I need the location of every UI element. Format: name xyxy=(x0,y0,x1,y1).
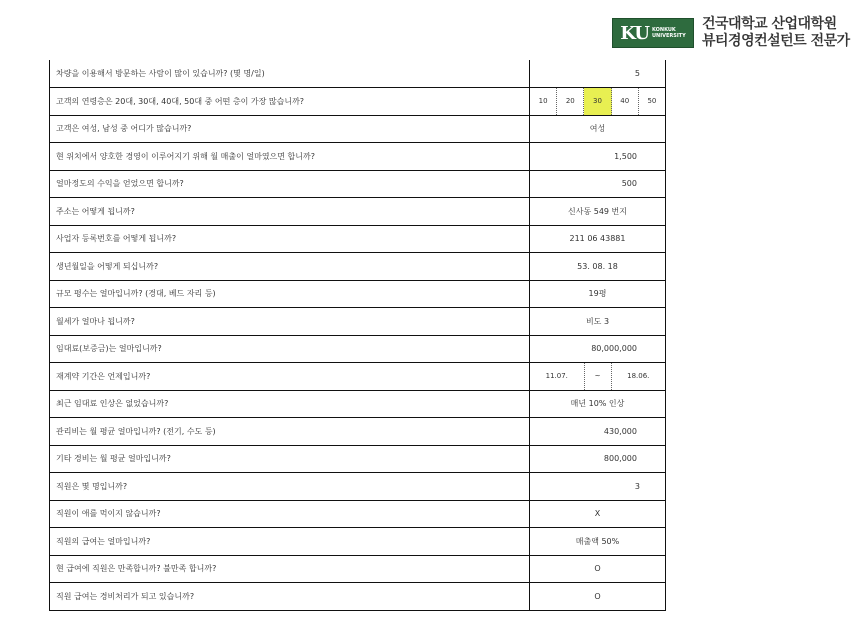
table-row xyxy=(50,253,666,281)
question-cell: 차량을 이용해서 방문하는 사람이 많이 있습니까? (몇 명/일) xyxy=(50,60,530,88)
answer-cell xyxy=(530,555,666,583)
table-row xyxy=(50,143,666,171)
table-row xyxy=(50,528,666,556)
answer-cell xyxy=(530,390,666,418)
answer-cell xyxy=(530,335,666,363)
question-cell: 얼마정도의 수익을 얻었으면 합니까? xyxy=(50,170,530,198)
answer-value: 430,000 xyxy=(603,426,637,436)
answer-cell xyxy=(530,115,666,143)
age-option: 50 xyxy=(647,97,657,106)
answer-cell xyxy=(530,170,666,198)
answer-value: 매년 10% 인상 xyxy=(570,399,625,409)
ku-emblem xyxy=(612,18,694,48)
table-row xyxy=(50,60,666,88)
answer-value: O xyxy=(594,564,601,574)
answer-value: 5 xyxy=(634,69,640,78)
answer-value: 매출액 50% xyxy=(575,536,620,546)
period-separator: ~ xyxy=(584,363,612,390)
table-row xyxy=(50,583,666,611)
table-row xyxy=(50,88,666,116)
question-cell: 규모 평수는 얼마입니까? (경대, 베드 자리 등) xyxy=(50,280,530,308)
contract-period xyxy=(530,363,665,390)
answer-value: 비도 3 xyxy=(585,316,610,326)
answer-value: 80,000,000 xyxy=(591,344,637,354)
logo-mark-sub xyxy=(652,27,686,39)
logo-title-line2: 뷰티경영컨설턴트 전문가 xyxy=(702,33,850,49)
question-cell: 재계약 기간은 언제입니까? xyxy=(50,363,530,391)
table-row xyxy=(50,115,666,143)
question-cell: 최근 임대료 인상은 없었습니까? xyxy=(50,390,530,418)
question-cell: 임대료(보증금)는 얼마입니까? xyxy=(50,335,530,363)
question-cell: 직원이 애를 먹이지 않습니까? xyxy=(50,500,530,528)
age-options xyxy=(530,88,665,115)
table-row xyxy=(50,280,666,308)
answer-cell xyxy=(530,363,666,391)
table-row xyxy=(50,335,666,363)
answer-value: 19평 xyxy=(588,289,607,299)
answer-value: 1,500 xyxy=(614,151,637,161)
question-cell: 고객은 여성, 남성 중 어디가 많습니까? xyxy=(50,115,530,143)
answer-value: 500 xyxy=(621,179,637,189)
table-row xyxy=(50,390,666,418)
question-cell: 월세가 얼마나 됩니까? xyxy=(50,308,530,336)
table-row xyxy=(50,225,666,253)
table-row xyxy=(50,500,666,528)
table-row xyxy=(50,198,666,226)
answer-cell xyxy=(530,445,666,473)
table-row xyxy=(50,418,666,446)
question-cell: 현 위치에서 양호한 경영이 이루어지기 위해 월 매출이 얼마였으면 합니까? xyxy=(50,143,530,171)
answer-value: 53. 08. 18 xyxy=(577,261,618,271)
age-option-selected: 30 xyxy=(584,88,611,115)
question-cell: 직원은 몇 명입니까? xyxy=(50,473,530,501)
question-cell: 관리비는 월 평균 얼마입니까? (전기, 수도 등) xyxy=(50,418,530,446)
answer-cell xyxy=(530,225,666,253)
question-cell: 고객의 연령층은 20대, 30대, 40대, 50대 중 어떤 층이 가장 많습니까? xyxy=(50,88,530,116)
answer-cell xyxy=(530,500,666,528)
table-row xyxy=(50,363,666,391)
survey-table xyxy=(49,60,666,611)
question-cell: 주소는 어떻게 됩니까? xyxy=(50,198,530,226)
question-cell: 사업자 등록번호를 어떻게 됩니까? xyxy=(50,225,530,253)
answer-cell xyxy=(530,88,666,116)
logo-title-line1: 건국대학교 산업대학원 xyxy=(702,16,837,32)
answer-value: 211 06 43881 xyxy=(569,234,626,244)
question-cell: 직원의 급여는 얼마입니까? xyxy=(50,528,530,556)
answer-value: X xyxy=(594,509,601,519)
table-row xyxy=(50,445,666,473)
answer-cell xyxy=(530,198,666,226)
answer-cell xyxy=(530,253,666,281)
answer-cell xyxy=(530,280,666,308)
table-row xyxy=(50,308,666,336)
answer-cell xyxy=(530,418,666,446)
answer-cell xyxy=(530,143,666,171)
table-row xyxy=(50,473,666,501)
logo-mark: KU xyxy=(620,22,649,44)
age-option: 40 xyxy=(612,88,639,115)
question-cell: 직원 급여는 경비처리가 되고 있습니까? xyxy=(50,583,530,611)
answer-value: 3 xyxy=(634,481,640,491)
university-logo xyxy=(612,16,850,50)
answer-cell xyxy=(530,308,666,336)
answer-cell xyxy=(530,473,666,501)
period-to: 18.06. xyxy=(627,372,650,381)
age-option: 10 xyxy=(530,88,557,115)
answer-cell xyxy=(530,60,666,88)
answer-value: 800,000 xyxy=(603,454,637,464)
question-cell: 생년월일을 어떻게 되십니까? xyxy=(50,253,530,281)
answer-value: O xyxy=(594,591,601,601)
answer-value: 신사동 549 번지 xyxy=(568,206,627,216)
age-option: 20 xyxy=(557,88,584,115)
table-row xyxy=(50,555,666,583)
logo-mark-sub-line1: KONKUK xyxy=(651,27,676,33)
table-row xyxy=(50,170,666,198)
question-cell: 기타 경비는 월 평균 얼마입니까? xyxy=(50,445,530,473)
answer-cell xyxy=(530,528,666,556)
period-from: 11.07. xyxy=(545,372,568,381)
answer-value: 여성 xyxy=(589,124,606,134)
logo-title xyxy=(702,16,850,50)
answer-cell xyxy=(530,583,666,611)
question-cell: 현 급여에 직원은 만족합니까? 불만족 합니까? xyxy=(50,555,530,583)
logo-mark-sub-line2: UNIVERSITY xyxy=(651,33,686,39)
